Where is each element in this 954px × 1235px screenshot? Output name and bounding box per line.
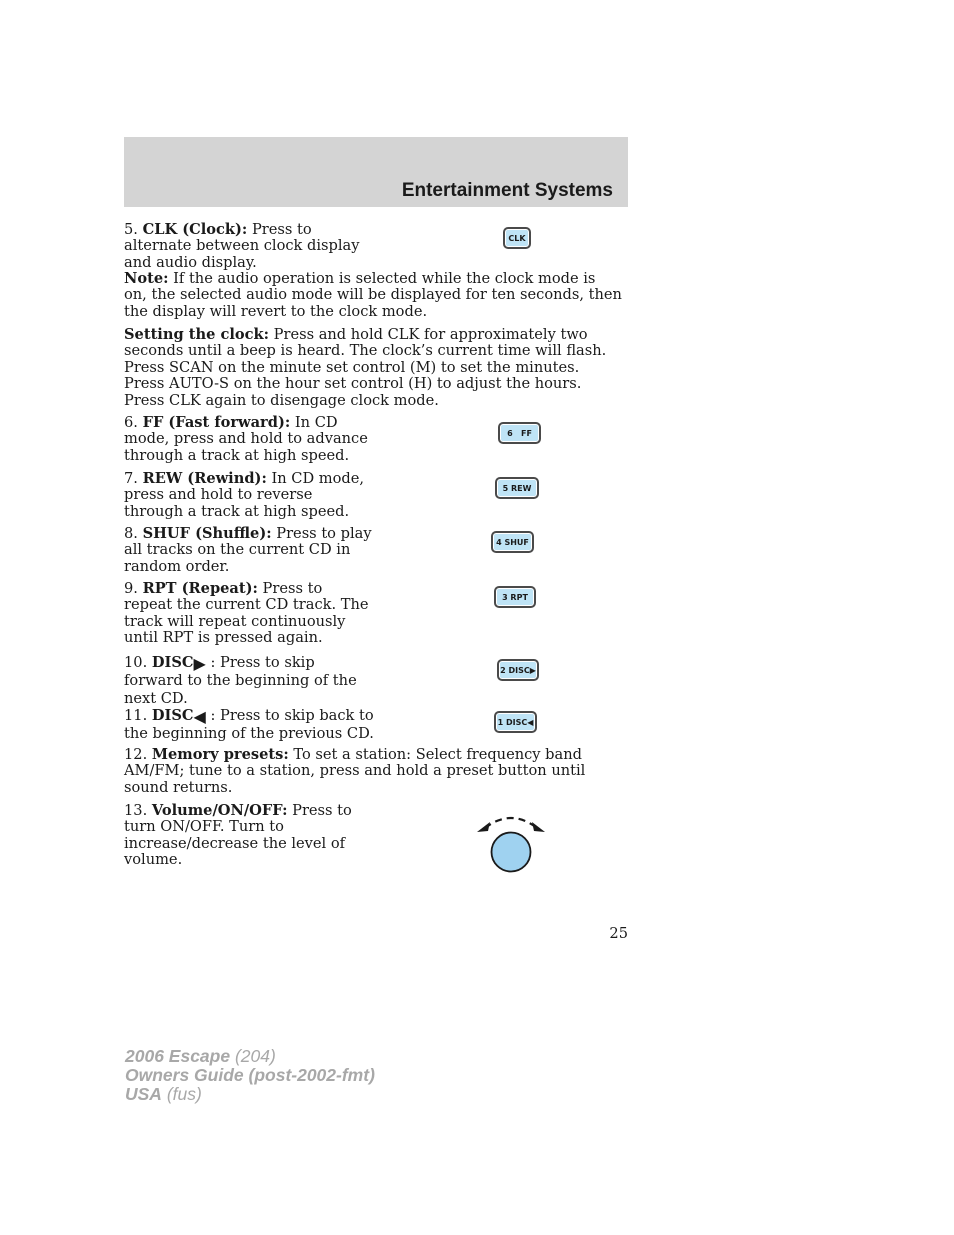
button-label: 2 DISC bbox=[500, 665, 530, 675]
button-label: 1 DISC bbox=[497, 717, 528, 727]
button-label: 6 FF bbox=[507, 428, 532, 438]
item-number: 6. bbox=[124, 414, 143, 431]
footer-market: USA bbox=[125, 1084, 162, 1104]
section-header-band bbox=[124, 137, 628, 207]
back-arrow-icon: ◀ bbox=[527, 717, 534, 727]
item-number: 8. bbox=[124, 525, 143, 542]
disc-forward-button[interactable] bbox=[497, 659, 539, 681]
item-number: 7. bbox=[124, 470, 143, 487]
footer-guide: Owners Guide (post-2002-fmt) bbox=[125, 1065, 375, 1085]
item-label: REW (Rewind): bbox=[142, 470, 267, 487]
item-ff bbox=[124, 415, 374, 464]
item-label: RPT (Repeat): bbox=[142, 580, 258, 597]
shuf-button[interactable] bbox=[491, 531, 534, 553]
button-label: 5 REW bbox=[502, 483, 532, 493]
note-text: If the audio operation is selected while the clock mode is on, the selected audio mode will be displayed for ten seconds, then the display will revert to the clock mode. bbox=[124, 270, 622, 320]
ff-button[interactable] bbox=[498, 422, 541, 444]
disc-back-button[interactable] bbox=[494, 711, 537, 733]
item-number: 12. bbox=[124, 746, 152, 763]
footer-market-code: (fus) bbox=[161, 1084, 202, 1104]
item-text: To set a station: Select frequency band AM/FM; tune to a station, press and hold a preset button until sound returns. bbox=[124, 746, 586, 796]
forward-arrow-icon: ▶ bbox=[193, 654, 206, 673]
item-volume bbox=[124, 803, 374, 869]
footer-line-3 bbox=[125, 1085, 375, 1104]
button-label: 4 SHUF bbox=[496, 537, 529, 547]
item-label: FF (Fast forward): bbox=[142, 414, 291, 431]
section-title: Entertainment Systems bbox=[401, 180, 613, 201]
item-rew bbox=[124, 471, 374, 520]
footer-model: 2006 Escape bbox=[125, 1046, 231, 1066]
setting-clock-paragraph bbox=[124, 327, 622, 409]
item-text: In CD mode, press and hold to advance through a track at high speed. bbox=[124, 414, 368, 464]
item-text: Press to repeat the current CD track. The track will repeat continuously until RPT is pressed again. bbox=[124, 580, 369, 647]
item-disc-forward bbox=[124, 654, 374, 708]
footer-model-code: (204) bbox=[230, 1046, 276, 1066]
item-text: : Press to skip back to the beginning of the previous CD. bbox=[124, 707, 374, 742]
note-label: Note: bbox=[124, 270, 169, 287]
footer-line-1 bbox=[125, 1047, 375, 1066]
item-shuf bbox=[124, 526, 374, 575]
note-paragraph bbox=[124, 271, 622, 320]
back-arrow-icon: ◀ bbox=[193, 707, 206, 726]
document-footer bbox=[125, 1047, 375, 1104]
item-rpt bbox=[124, 581, 374, 647]
rpt-button[interactable] bbox=[494, 586, 536, 608]
footer-line-2 bbox=[125, 1066, 375, 1085]
item-number: 13. bbox=[124, 802, 152, 819]
item-text: Press to play all tracks on the current CD in random order. bbox=[124, 525, 372, 575]
item-label: DISC bbox=[151, 654, 194, 671]
item-text: Press to turn ON/OFF. Turn to increase/decrease the level of volume. bbox=[124, 802, 352, 869]
button-label: CLK bbox=[508, 233, 526, 243]
item-label: DISC bbox=[151, 707, 194, 724]
clk-button[interactable] bbox=[503, 227, 531, 249]
button-label: 3 RPT bbox=[502, 592, 528, 602]
item-number: 10. bbox=[124, 654, 152, 671]
setting-label: Setting the clock: bbox=[124, 326, 270, 343]
item-memory-presets bbox=[124, 747, 622, 796]
volume-knob[interactable] bbox=[473, 812, 549, 876]
item-text: : Press to skip forward to the beginning of the next CD. bbox=[124, 654, 357, 707]
item-number: 11. bbox=[124, 707, 152, 724]
item-disc-back bbox=[124, 707, 374, 743]
volume-knob-icon bbox=[473, 812, 549, 876]
item-text: Press to alternate between clock display and audio display. bbox=[124, 221, 360, 271]
item-number: 5. bbox=[124, 221, 143, 238]
item-clk bbox=[124, 222, 374, 271]
item-label: CLK (Clock): bbox=[142, 221, 248, 238]
item-number: 9. bbox=[124, 580, 143, 597]
item-label: SHUF (Shuffle): bbox=[142, 525, 272, 542]
item-label: Memory presets: bbox=[151, 746, 289, 763]
forward-arrow-icon: ▶ bbox=[529, 665, 536, 675]
rew-button[interactable] bbox=[495, 477, 539, 499]
item-text: In CD mode, press and hold to reverse through a track at high speed. bbox=[124, 470, 365, 520]
item-label: Volume/ON/OFF: bbox=[151, 802, 288, 819]
page-number: 25 bbox=[609, 925, 628, 942]
setting-text: Press and hold CLK for approximately two seconds until a beep is heard. The clock’s current time will flash. Press SCAN on the minute set control (M) to set the minutes. Press AUTO-S on the hour set control (H) to adjust the hours. Press CLK again to disengage clock mode. bbox=[124, 326, 607, 409]
